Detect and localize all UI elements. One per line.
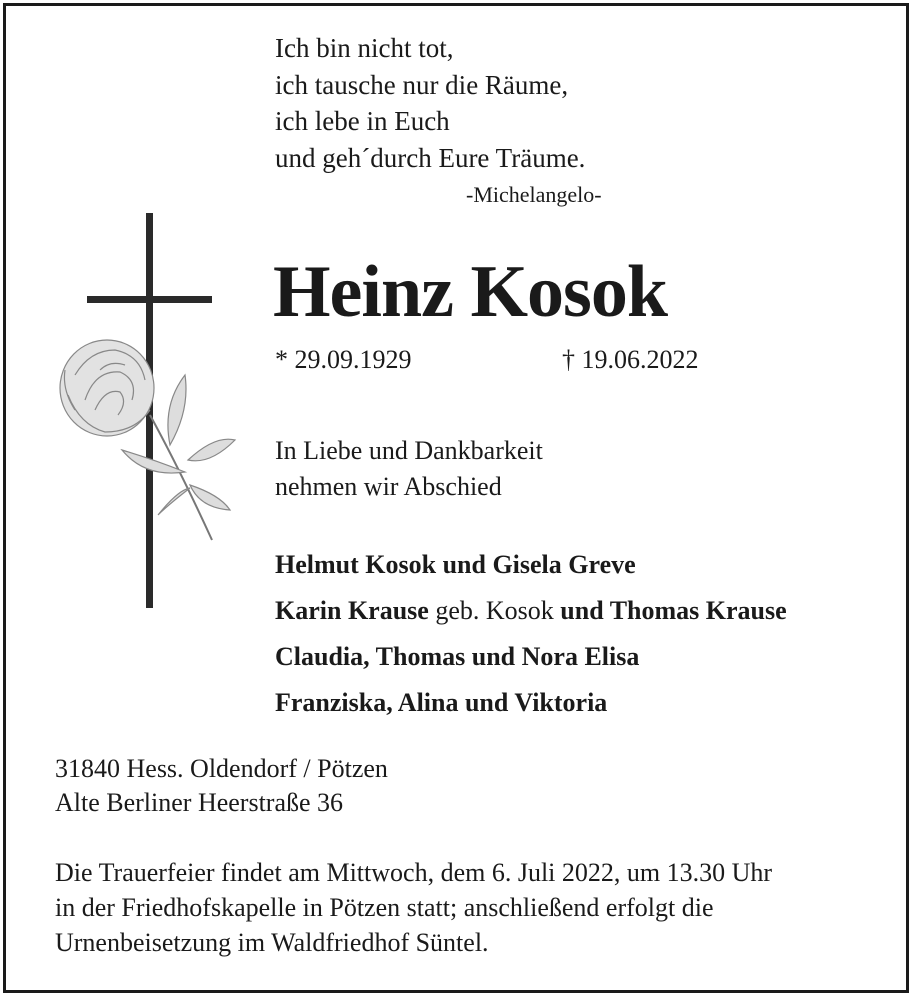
intro-line: nehmen wir Abschied (275, 472, 502, 501)
family-line: Franziska, Alina und Viktoria (275, 688, 608, 717)
intro-text (275, 433, 543, 505)
family-line (275, 588, 787, 634)
notice-line: Die Trauerfeier findet am Mittwoch, dem 6. Juli 2022, um 13.30 Uhr (55, 858, 773, 887)
intro-line: In Liebe und Dankbarkeit (275, 436, 543, 465)
family-line: Claudia, Thomas und Nora Elisa (275, 642, 640, 671)
poem-line: ich tausche nur die Räume, (275, 69, 569, 100)
poem-attribution: -Michelangelo- (466, 182, 602, 207)
family-name: Karin Krause (275, 596, 429, 625)
notice-line: in der Friedhofskapelle in Pötzen statt; anschließend erfolgt die (55, 893, 714, 922)
notice-line: Urnenbeisetzung im Waldfriedhof Süntel. (55, 928, 489, 957)
poem-line: und geh´durch Eure Träume. (275, 142, 586, 173)
poem (275, 30, 585, 176)
maiden-name: geb. Kosok (428, 596, 561, 625)
deceased-name: Heinz Kosok (273, 251, 667, 333)
death-date: † 19.06.2022 (562, 345, 699, 374)
funeral-notice (55, 855, 772, 960)
address-line: Alte Berliner Heerstraße 36 (55, 788, 344, 817)
birth-date: * 29.09.1929 (275, 345, 412, 374)
family-name: und Thomas Krause (560, 596, 787, 625)
cross-and-rose (50, 210, 250, 610)
poem-line: ich lebe in Euch (275, 106, 450, 136)
address (55, 752, 388, 820)
family-list (275, 542, 787, 726)
address-line: 31840 Hess. Oldendorf / Pötzen (55, 754, 388, 783)
poem-line: Ich bin nicht tot, (275, 33, 454, 63)
family-line: Helmut Kosok und Gisela Greve (275, 550, 636, 579)
